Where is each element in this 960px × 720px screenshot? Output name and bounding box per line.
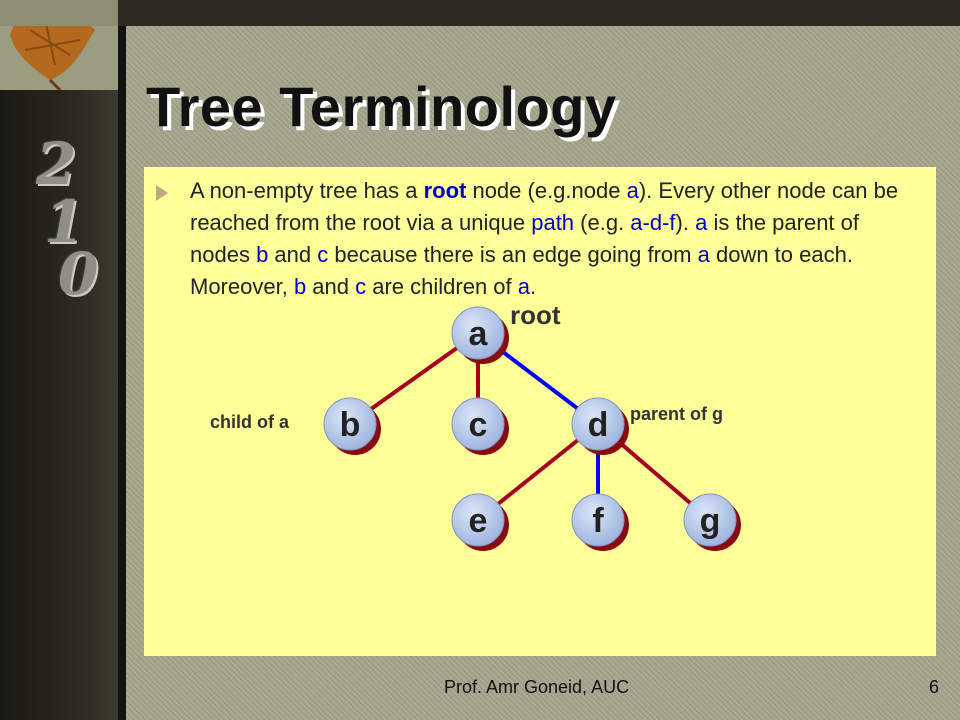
paragraph-segment: root — [423, 178, 467, 203]
deco-digit-2: 2 — [36, 130, 77, 198]
page-number: 6 — [929, 677, 940, 697]
paragraph-segment: b — [293, 274, 307, 299]
paragraph-segment: . — [530, 274, 537, 299]
slide-title: Tree Terminology — [146, 75, 617, 138]
paragraph-segment: a — [626, 178, 639, 203]
paragraph-segment: node (e.g.node — [466, 178, 627, 203]
paragraph-segment: and — [306, 274, 356, 299]
node-a — [452, 307, 509, 364]
deco-digit-1: 1 — [44, 188, 85, 256]
paragraph-segment: ). — [675, 210, 696, 235]
paragraph-segment: a — [697, 242, 710, 267]
node-d — [572, 398, 629, 455]
deco-digit-0: 0 — [58, 240, 99, 308]
paragraph-segment: is the parent of nodes — [190, 210, 860, 267]
paragraph-segment: and — [268, 242, 318, 267]
paragraph-segment: a — [517, 274, 531, 299]
node-label: a — [468, 315, 488, 353]
paragraph-segment: path — [531, 210, 575, 235]
paragraph-segment: A non-empty tree has a — [190, 178, 424, 203]
node-label: c — [468, 406, 488, 444]
node-label: g — [699, 502, 721, 540]
child-of-a-label: child of a — [210, 412, 290, 432]
paragraph-segment: because there is an edge going from — [328, 242, 698, 267]
paragraph-segment: b — [256, 242, 269, 267]
paragraph-segment: c — [355, 274, 367, 299]
paragraph-segment: ). Every other node can be reached from the root via a unique — [190, 178, 899, 235]
root-label: root — [510, 300, 561, 330]
paragraph-segment: c — [317, 242, 329, 267]
footer-author: Prof. Amr Goneid, AUC — [444, 677, 630, 697]
paragraph-segment: are children of — [366, 274, 518, 299]
node-label: b — [339, 406, 361, 444]
paragraph-segment: a-d-f — [630, 210, 676, 235]
node-g — [684, 494, 741, 551]
paragraph-segment: a — [695, 210, 708, 235]
parent-of-g-label: parent of g — [630, 404, 723, 424]
paragraph-segment: (e.g. — [574, 210, 631, 235]
paragraph-segment: down to each. Moreover, — [190, 242, 853, 299]
node-label: d — [587, 406, 609, 444]
node-label: f — [592, 502, 604, 540]
node-label: e — [468, 502, 488, 540]
node-c — [452, 398, 509, 455]
node-f — [572, 494, 629, 551]
